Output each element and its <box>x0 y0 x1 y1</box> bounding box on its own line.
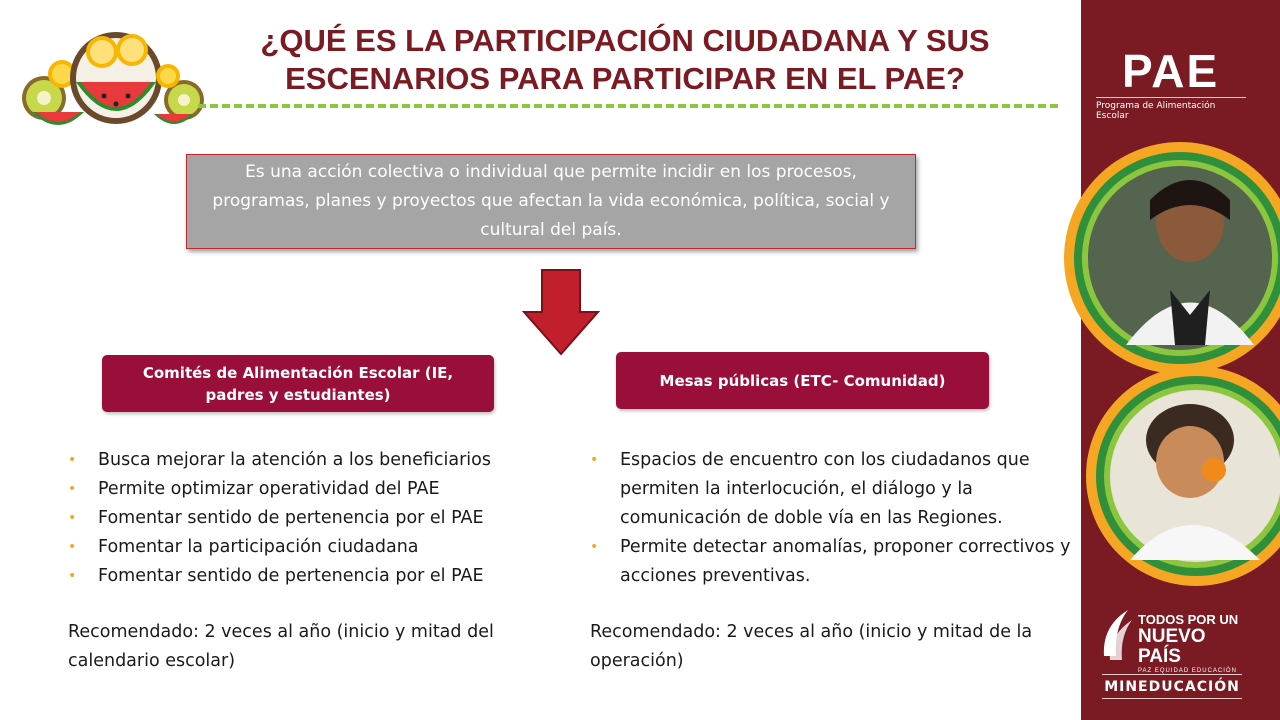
list-item: • Permite detectar anomalías, proponer correctivos y acciones preventivas. <box>590 533 1080 591</box>
gov-text <box>1138 612 1248 675</box>
list-item: • Fomentar sentido de pertenencia por el PAE <box>68 562 568 591</box>
pae-logo <box>1096 45 1246 121</box>
flag-swoosh-icon <box>1098 606 1138 666</box>
committees-bullet-list <box>68 446 568 591</box>
committees-recommendation: Recomendado: 2 veces al año (inicio y mitad del calendario escolar) <box>68 622 494 671</box>
slide-title: ¿QUÉ ES LA PARTICIPACIÓN CIUDADANA Y SUS ESCENARIOS PARA PARTICIPAR EN EL PAE? <box>260 23 990 96</box>
list-item: • Permite optimizar operatividad del PAE <box>68 475 568 504</box>
children-photo <box>1030 140 1280 610</box>
gov-line3: PAZ EQUIDAD EDUCACIÓN <box>1138 668 1237 674</box>
pae-wordmark: PAE <box>1122 45 1220 97</box>
public-tables-bullet-list <box>590 446 1080 591</box>
public-tables-recommendation: Recomendado: 2 veces al año (inicio y mitad de la operación) <box>590 622 1033 671</box>
committees-label: Comités de Alimentación Escolar (IE, padres y estudiantes) <box>102 355 494 412</box>
definition-box: Es una acción colectiva o individual que permite incidir en los procesos, programas, planes y proyectos que afectan la vida económica, política, social y cultural del país. <box>186 154 916 249</box>
gov-line2: NUEVO PAÍS <box>1138 626 1206 667</box>
title-divider <box>198 104 1058 108</box>
public-tables-label: Mesas públicas (ETC- Comunidad) <box>616 352 989 409</box>
list-item: • Fomentar sentido de pertenencia por el PAE <box>68 504 568 533</box>
list-item: • Fomentar la participación ciudadana <box>68 533 568 562</box>
ministry-label: MINEDUCACIÓN <box>1102 674 1242 699</box>
pae-tagline: Programa de Alimentación Escolar <box>1096 97 1246 121</box>
fruit-mascot-icon <box>18 18 204 132</box>
down-arrow-icon <box>522 268 600 356</box>
list-item: • Busca mejorar la atención a los beneficiarios <box>68 446 568 475</box>
list-item: • Espacios de encuentro con los ciudadanos que permiten la interlocución, el diálogo y la comunicación de doble vía en las Regiones. <box>590 446 1080 533</box>
gov-line1: TODOS POR UN <box>1138 612 1239 627</box>
gov-logo <box>1098 604 1248 674</box>
